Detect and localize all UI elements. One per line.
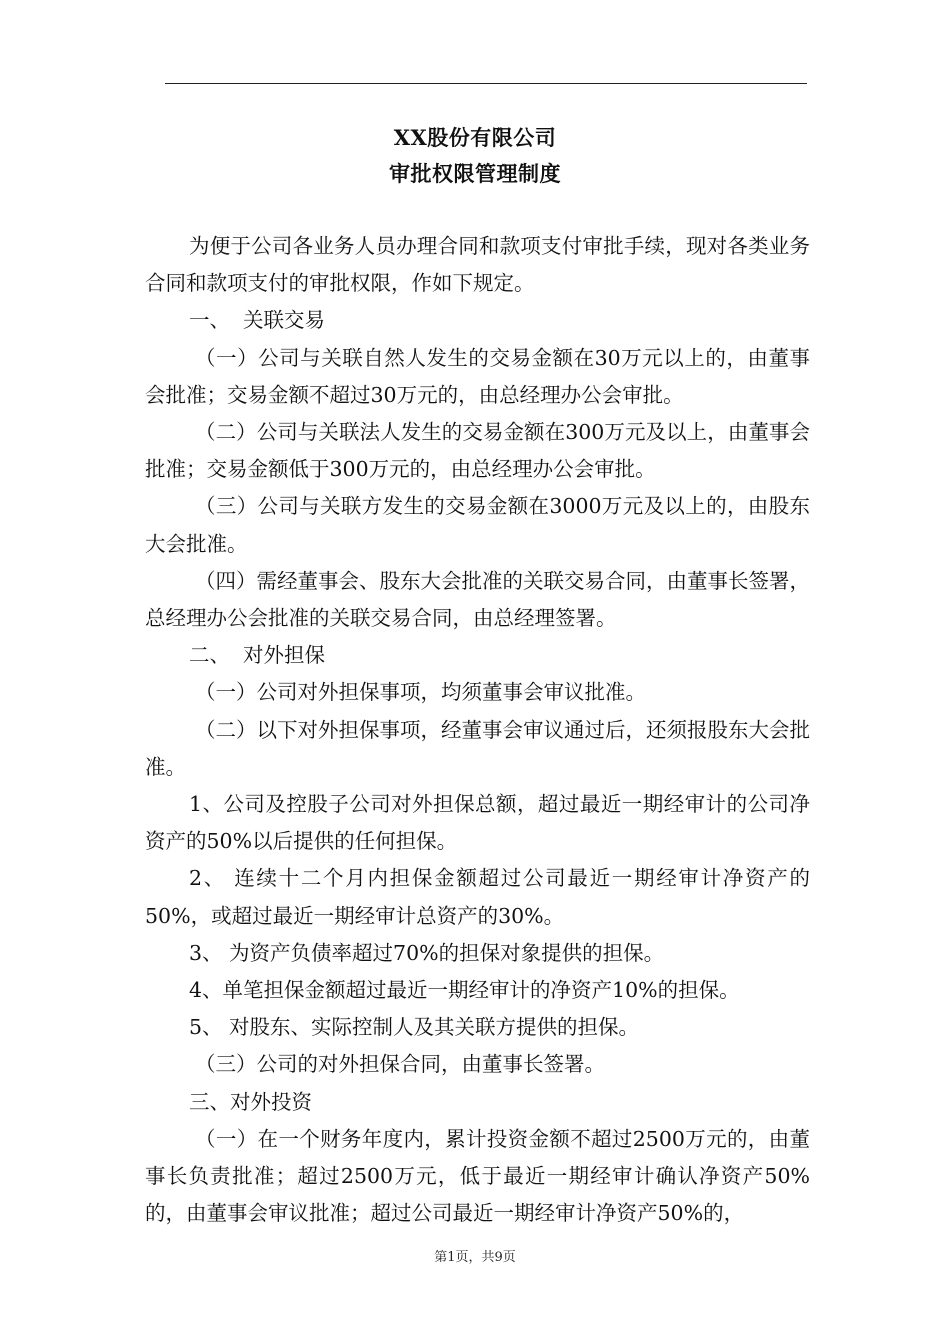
section-heading-related-transactions: 一、 关联交易 xyxy=(189,308,326,333)
paragraph: （三）公司的对外担保合同，由董事长签署。 xyxy=(195,1052,605,1077)
header-rule xyxy=(165,83,807,84)
list-item: 2、 连续十二个月内担保金额超过公司最近一期经审计净资产的50%，或超过最近一期经审计总资产的30%。 xyxy=(145,866,810,928)
section-heading-external-investment: 三、对外投资 xyxy=(189,1089,312,1114)
paragraph: （一）公司对外担保事项，均须董事会审议批准。 xyxy=(195,680,646,705)
paragraph: （一）在一个财务年度内，累计投资金额不超过2500万元的，由董事长负责批准；超过2500万元，低于最近一期经审计确认净资产50%的，由董事会审议批准；超过公司最近一期经审计净资产50%的， xyxy=(145,1126,810,1226)
company-title: XX股份有限公司 xyxy=(393,125,557,150)
paragraph: （一）公司与关联自然人发生的交易金额在30万元以上的，由董事会批准；交易金额不超过30万元的，由总经理办公会审批。 xyxy=(145,345,810,407)
paragraph: （四）需经董事会、股东大会批准的关联交易合同，由董事长签署，总经理办公会批准的关联交易合同，由总经理签署。 xyxy=(145,568,810,631)
document-body xyxy=(145,228,810,1232)
page-footer: 第1页，共9页 xyxy=(434,1250,516,1265)
section-heading-external-guarantee: 二、 对外担保 xyxy=(189,643,326,668)
list-item: 1、公司及控股子公司对外担保总额，超过最近一期经审计的公司净资产的50%以后提供的任何担保。 xyxy=(145,792,810,854)
list-item: 5、 对股东、实际控制人及其关联方提供的担保。 xyxy=(189,1015,640,1040)
paragraph: （二）以下对外担保事项，经董事会审议通过后，还须报股东大会批准。 xyxy=(145,717,810,779)
paragraph: （二）公司与关联法人发生的交易金额在300万元及以上，由董事会批准；交易金额低于300万元的，由总经理办公会审批。 xyxy=(145,420,810,482)
paragraph: （三）公司与关联方发生的交易金额在3000万元及以上的，由股东大会批准。 xyxy=(145,494,810,556)
document-title: 审批权限管理制度 xyxy=(389,161,561,186)
list-item: 4、单笔担保金额超过最近一期经审计的净资产10%的担保。 xyxy=(189,978,740,1003)
list-item: 3、 为资产负债率超过70%的担保对象提供的担保。 xyxy=(189,940,665,965)
intro-paragraph: 为便于公司各业务人员办理合同和款项支付审批手续，现对各类业务合同和款项支付的审批权限，作如下规定。 xyxy=(145,234,810,296)
